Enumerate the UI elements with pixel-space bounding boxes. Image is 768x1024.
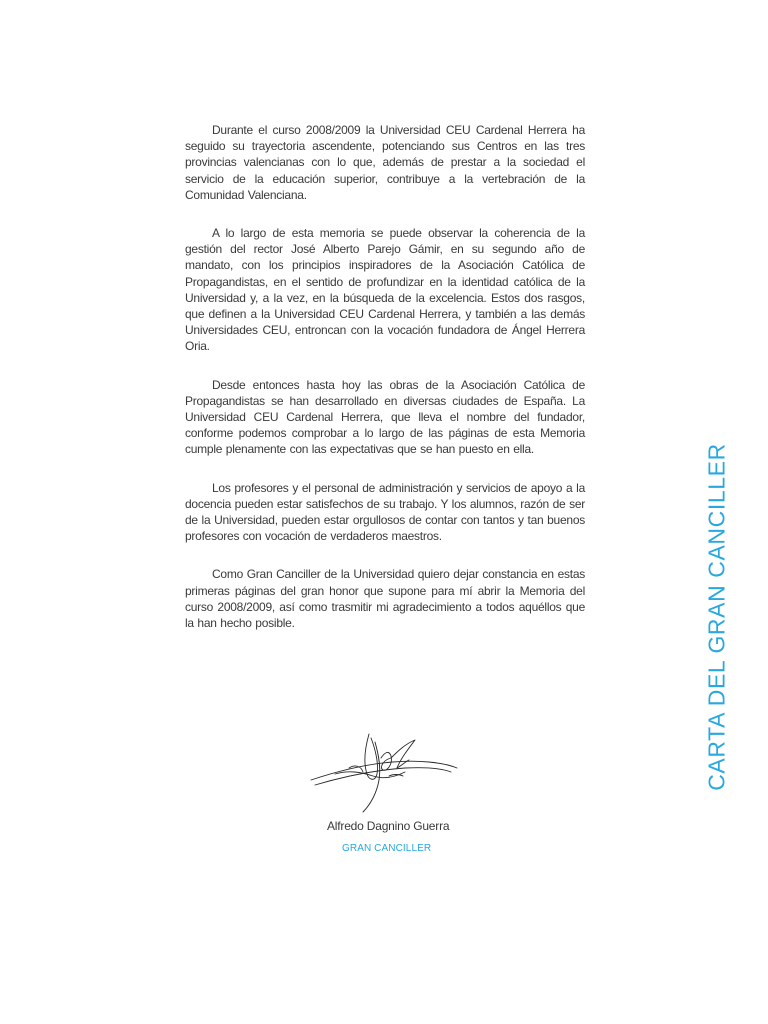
letter-paragraph-2: A lo largo de esta memoria se puede observar la coherencia de la gestión del rector José Alberto Parejo Gámir, en su segundo año de mandato, con los principios inspiradores de la Asociación Católica de Propagandistas, en el sentido de profundizar en la identidad católica de la Universidad y, a la vez, en la búsqueda de la excelencia. Estos dos rasgos, que definen a la Universidad CEU Cardenal Herrera, y también a las demás Universidades CEU, entroncan con la vocación fundadora de Ángel Herrera Oria. [185, 226, 585, 354]
signer-title: GRAN CANCILLER [342, 843, 432, 854]
letter-paragraph-4: Los profesores y el personal de administración y servicios de apoyo a la docencia pueden estar satisfechos de su trabajo. Y los alumnos, razón de ser de la Universidad, pueden estar orgullosos de contar con tantos y tan buenos profesores con vocación de verdaderos maestros. [185, 480, 585, 544]
handwritten-signature [305, 728, 465, 818]
signer-name: Alfredo Dagnino Guerra [327, 819, 450, 833]
letter-paragraph-3: Desde entonces hasta hoy las obras de la Asociación Católica de Propagandistas se han desarrollado en diversas ciudades de España. La Universidad CEU Cardenal Herrera, que lleva el nombre del fundador, conforme podemos comprobar a lo largo de las páginas de esta Memoria cumple plenamente con las expectativas que se han puesto en ella. [185, 377, 585, 457]
letter-body [185, 122, 585, 653]
letter-paragraph-5: Como Gran Canciller de la Universidad quiero dejar constancia en estas primeras páginas del gran honor que supone para mí abrir la Memoria del curso 2008/2009, así como trasmitir mi agradecimiento a todos aquéllos que la han hecho posible. [185, 567, 585, 631]
side-title: CARTA DEL GRAN CANCILLER [703, 443, 730, 791]
letter-paragraph-1: Durante el curso 2008/2009 la Universidad CEU Cardenal Herrera ha seguido su trayectoria ascendente, potenciando sus Centros en las tres provincias valencianas con lo que, además de prestar a la sociedad el servicio de la educación superior, contribuye a la vertebración de la Comunidad Valenciana. [185, 123, 585, 202]
